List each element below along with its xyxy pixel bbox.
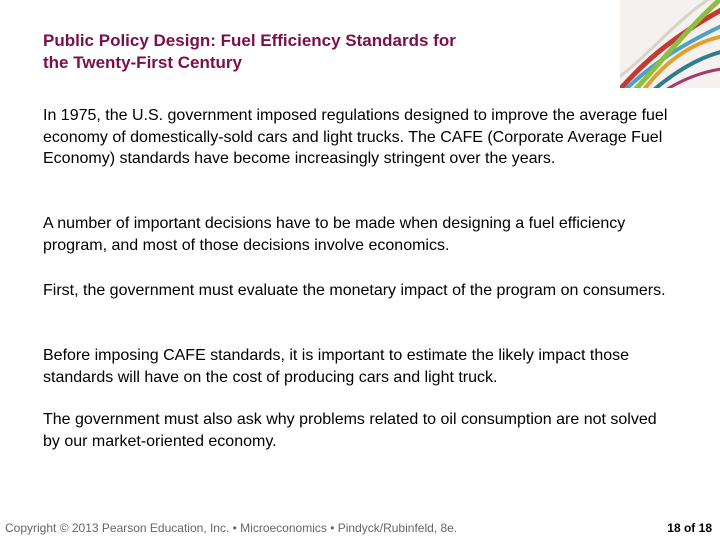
paragraph-cafe-history: In 1975, the U.S. government imposed regulations designed to improve the average fuel economy of domestically-sold cars and light trucks. The CAFE (Corporate Average Fuel Economy) standards have become increasingly stringent over the years. xyxy=(43,107,668,167)
colored-strands-decoration-icon xyxy=(620,0,720,88)
paragraph-monetary-impact: First, the government must evaluate the monetary impact of the program on consumers. xyxy=(43,282,666,299)
slide-title-line-2: the Twenty-First Century xyxy=(43,53,242,72)
paragraph-market-failure: The government must also ask why problems related to oil consumption are not solved by our market-oriented economy. xyxy=(43,411,657,450)
slide-title xyxy=(43,30,603,74)
paragraph-production-cost: Before imposing CAFE standards, it is important to estimate the likely impact those standards will have on the cost of producing cars and light truck. xyxy=(43,347,630,386)
paragraph-design-decisions: A number of important decisions have to be made when designing a fuel efficiency program, and most of those decisions involve economics. xyxy=(43,215,626,254)
footer-copyright: Copyright © 2013 Pearson Education, Inc. • Microeconomics • Pindyck/Rubinfeld, 8e. xyxy=(5,521,458,535)
slide-title-line-1: Public Policy Design: Fuel Efficiency Standards for xyxy=(43,31,456,50)
page-number: 18 of 18 xyxy=(667,521,712,535)
